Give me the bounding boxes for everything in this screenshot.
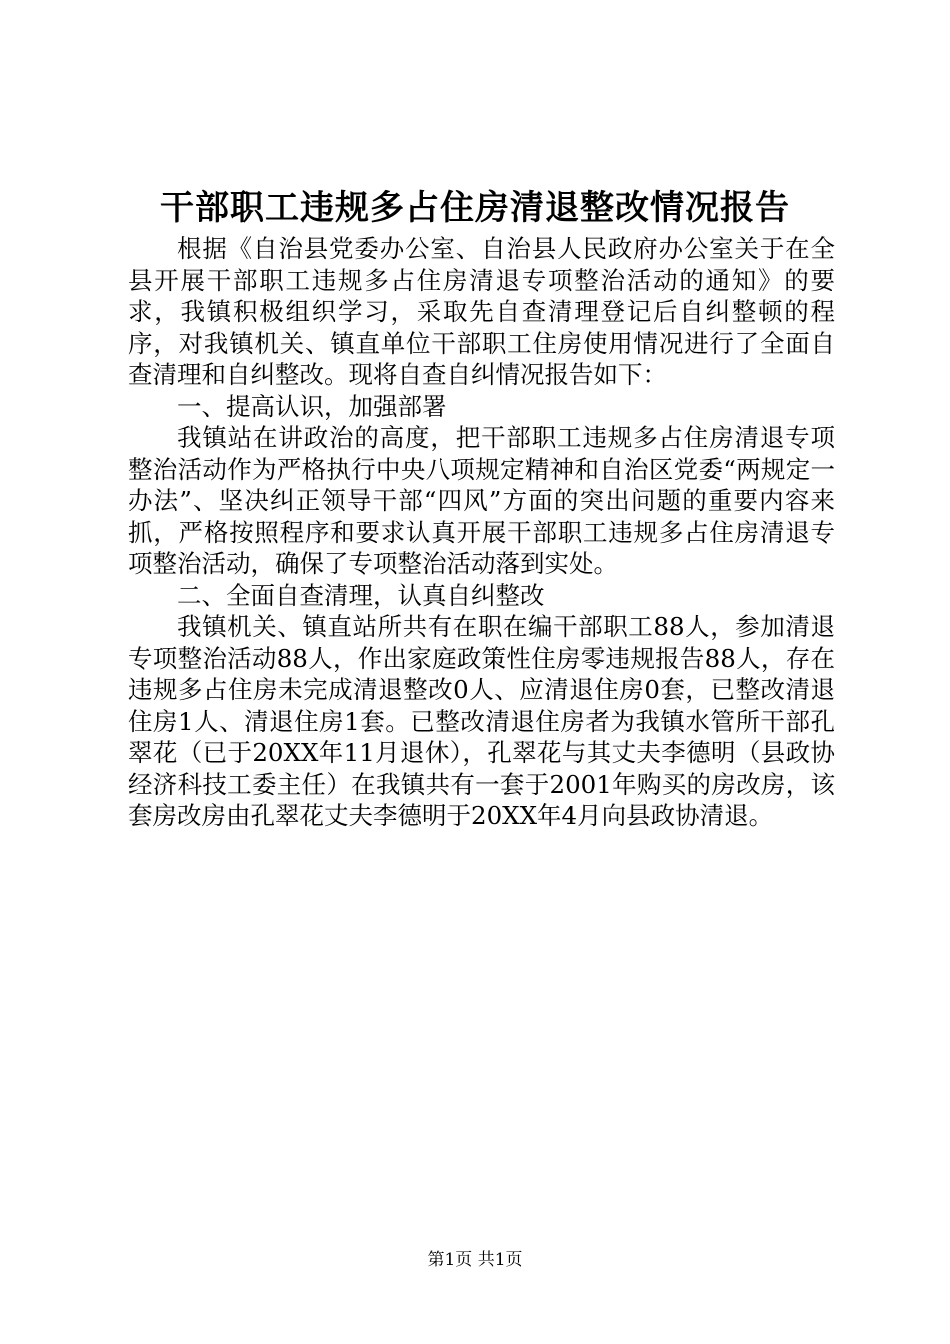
paragraph-intro: 根据《自治县党委办公室、自治县人民政府办公室关于在全县开展干部职工违规多占住房清退专项整治活动的通知》的要求，我镇积极组织学习，采取先自查清理登记后自纠整顿的程序，对我镇机关、镇直单位干部职工住房使用情况进行了全面自查清理和自纠整改。现将自查自纠情况报告如下： <box>128 234 835 389</box>
paragraph-section-1: 我镇站在讲政治的高度，把干部职工违规多占住房清退专项整治活动作为严格执行中央八项规定精神和自治区党委“两规定一办法”、坚决纠正领导干部“四风”方面的突出问题的重要内容来抓，严格按照程序和要求认真开展干部职工违规多占住房清退专项整治活动，确保了专项整治活动落到实处。 <box>128 423 835 578</box>
document-title: 干部职工违规多占住房清退整改情况报告 <box>160 188 790 228</box>
page-footer: 第1页 共1页 <box>427 1250 523 1270</box>
paragraph-section-2: 我镇机关、镇直站所共有在职在编干部职工88人，参加清退专项整治活动88人，作出家庭政策性住房零违规报告88人，存在违规多占住房未完成清退整改0人、应清退住房0套，已整改清退住房1人、清退住房1套。已整改清退住房者为我镇水管所干部孔翠花（已于20XX年11月退休），孔翠花与其丈夫李德明（县政协经济科技工委主任）在我镇共有一套于2001年购买的房改房，该套房改房由孔翠花丈夫李德明于20XX年4月向县政协清退。 <box>128 612 835 830</box>
section-heading-1: 一、提高认识，加强部署 <box>177 391 447 421</box>
document-body <box>128 233 835 832</box>
section-heading-2: 二、全面自查清理，认真自纠整改 <box>177 580 545 610</box>
